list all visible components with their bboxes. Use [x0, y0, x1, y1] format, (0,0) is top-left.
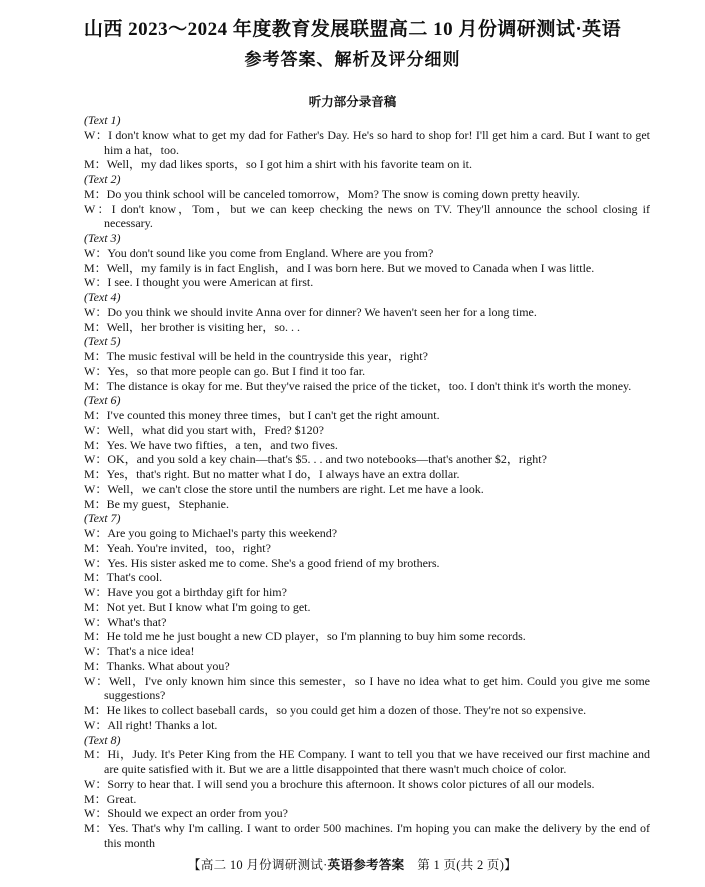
speaker-label: M：: [84, 570, 107, 585]
utterance-text: Yes，so that more people can go. But I find it too far.: [107, 363, 366, 378]
utterance-text: Should we expect an order from you?: [107, 806, 288, 821]
utterance-text: Well，we can't close the store until the numbers are right. Let me have a look.: [107, 481, 484, 496]
speaker-label: M：: [84, 791, 107, 806]
speaker-label: W：: [84, 806, 108, 821]
speaker-label: M：: [84, 747, 108, 762]
transcript-line: [84, 364, 650, 379]
transcript-line: [84, 674, 650, 704]
transcript-line: [84, 526, 650, 541]
transcript-line: [84, 718, 650, 733]
transcript-line: [84, 806, 650, 821]
utterance-text: I've counted this money three times，but I can't get the right amount.: [106, 408, 440, 422]
utterance-text: I see. I thought you were American at first.: [107, 275, 314, 290]
speaker-label: M：: [84, 703, 107, 717]
utterance-text: Not yet. But I know what I'm going to get.: [106, 599, 311, 614]
text-section-label: (Text 1): [84, 113, 121, 127]
transcript-line: [84, 157, 650, 172]
transcript-line: [84, 452, 650, 467]
transcript-line: [84, 659, 650, 674]
transcript-line: [84, 556, 650, 571]
speaker-label: W：: [84, 422, 108, 437]
text-section-label: (Text 4): [84, 290, 121, 304]
speaker-label: W：: [84, 481, 108, 496]
utterance-text: OK，and you sold a key chain—that's $5. . . and two notebooks—that's another $2，right?: [107, 452, 547, 467]
utterance-text: The music festival will be held in the countryside this year，right?: [106, 349, 428, 363]
text-section-label: (Text 6): [84, 393, 121, 408]
transcript-line: [84, 585, 650, 600]
utterance-text: Well，my family is in fact English，and I was born here. But we moved to Canada when I was little.: [106, 260, 595, 275]
transcript-line: [84, 792, 650, 807]
transcript-line: [84, 202, 650, 232]
transcript-line: [84, 600, 650, 615]
speaker-label: W：: [84, 304, 108, 319]
speaker-label: W：: [84, 644, 108, 658]
transcript-line: [84, 467, 650, 482]
transcript-line: [84, 821, 650, 851]
utterance-text: Yes. His sister asked me to come. She's a good friend of my brothers.: [107, 555, 440, 570]
transcript-line: [84, 703, 650, 718]
utterance-text: Well，I've only known him since this semester，so I have no idea what to get him. Could you give me some suggestions?: [104, 673, 650, 703]
utterance-text: Sorry to hear that. I will send you a brochure this afternoon. It shows color pictures of all our models.: [107, 776, 595, 791]
transcript-line: [84, 497, 650, 512]
speaker-label: M：: [84, 467, 107, 481]
transcript-line: [84, 747, 650, 777]
utterance-text: Great.: [106, 791, 137, 806]
speaker-label: M：: [84, 349, 107, 363]
speaker-label: W：: [84, 127, 109, 142]
page-subtitle: 参考答案、解析及评分细则: [244, 50, 461, 69]
text-section-label: (Text 2): [84, 172, 121, 186]
transcript-line: [84, 438, 650, 453]
utterance-text: Yes. We have two fifties，a ten，and two fives.: [106, 437, 338, 452]
transcript-line: [84, 777, 650, 792]
page-title: 山西 2023～2024 年度教育发展联盟高二 10 月份调研测试·英语: [83, 19, 622, 40]
utterance-text: All right! Thanks a lot.: [107, 717, 218, 732]
utterance-text: Do you think we should invite Anna over for dinner? We haven't seen her for a long time.: [107, 304, 537, 319]
transcript-line: [84, 482, 650, 497]
transcript-line: [84, 408, 650, 423]
utterance-text: Hi，Judy. It's Peter King from the HE Company. I want to tell you that we have received our first machine and are quite satisfied with it. But we are a little disappointed that there wasn't much choice of color.: [104, 747, 651, 776]
utterance-text: He likes to collect baseball cards，so you could get him a dozen of those. They're not so expensive.: [106, 703, 587, 717]
transcript-line: [84, 541, 650, 556]
speaker-label: W：: [84, 673, 109, 688]
text-section-label: (Text 8): [84, 732, 121, 747]
utterance-text: Yes. That's why I'm calling. I want to order 500 machines. I'm hoping you can make the delivery by the end of this month: [104, 821, 651, 850]
utterance-text: Well，what did you start with，Fred? $120?: [107, 422, 324, 437]
transcript-line: [84, 320, 650, 335]
speaker-label: M：: [84, 157, 107, 172]
utterance-text: Well，my dad likes sports，so I got him a shirt with his favorite team on it.: [106, 157, 472, 172]
transcript-line: [84, 423, 650, 438]
speaker-label: M：: [84, 260, 107, 275]
footer-text-post: 第 1 页(共 2 页)】: [404, 858, 517, 872]
utterance-text: Yes，that's right. But no matter what I do，I always have an extra dollar.: [106, 467, 460, 481]
speaker-label: M：: [84, 599, 107, 614]
speaker-label: W：: [84, 452, 108, 467]
transcript-line: [84, 629, 650, 644]
utterance-text: What's that?: [107, 614, 167, 629]
speaker-label: W：: [84, 245, 108, 260]
utterance-text: He told me he just bought a new CD player，so I'm planning to buy him some records.: [106, 629, 526, 644]
speaker-label: M：: [84, 378, 107, 393]
speaker-label: M：: [84, 496, 107, 511]
section-heading: 听力部分录音稿: [308, 95, 397, 109]
transcript-line: [84, 349, 650, 364]
text-section-label: (Text 3): [84, 231, 121, 245]
speaker-label: W：: [84, 614, 108, 629]
utterance-text: I don't know what to get my dad for Father's Day. He's so hard to shop for! I'll get him a card. But I want to get him a hat，too.: [104, 127, 650, 157]
speaker-label: W：: [84, 363, 108, 378]
transcript-line: [84, 246, 650, 261]
utterance-text: That's a nice idea!: [107, 644, 195, 658]
speaker-label: M：: [84, 186, 107, 201]
utterance-text: Well，her brother is visiting her，so. . .: [106, 319, 301, 334]
speaker-label: W：: [84, 585, 108, 599]
transcript-line: [84, 379, 650, 394]
utterance-text: You don't sound like you come from England. Where are you from?: [107, 245, 434, 260]
transcript-line: [84, 305, 650, 320]
speaker-label: M：: [84, 437, 107, 452]
speaker-label: W：: [84, 526, 108, 540]
footer-text-pre: 【高二 10 月份调研测试·: [188, 858, 328, 872]
listening-transcript: [84, 113, 650, 851]
utterance-text: Be my guest，Stephanie.: [106, 496, 229, 511]
text-section-label: (Text 7): [84, 511, 121, 526]
footer-text-bold: 英语参考答案: [327, 858, 405, 872]
utterance-text: That's cool.: [106, 570, 163, 585]
transcript-line: [84, 615, 650, 630]
transcript-line: [84, 275, 650, 290]
speaker-label: W：: [84, 555, 108, 570]
speaker-label: M：: [84, 319, 107, 334]
speaker-label: M：: [84, 629, 107, 644]
utterance-text: Have you got a birthday gift for him?: [107, 585, 287, 599]
transcript-line: [84, 644, 650, 659]
utterance-text: Yeah. You're invited，too，right?: [106, 540, 271, 555]
transcript-line: [84, 261, 650, 276]
transcript-line: [84, 570, 650, 585]
speaker-label: W：: [84, 717, 108, 732]
utterance-text: Thanks. What about you?: [106, 658, 230, 673]
text-section-label: (Text 5): [84, 334, 121, 349]
speaker-label: M：: [84, 821, 108, 835]
speaker-label: W：: [84, 275, 108, 290]
speaker-label: W：: [84, 201, 112, 216]
transcript-line: [84, 187, 650, 202]
utterance-text: Are you going to Michael's party this weekend?: [107, 526, 338, 540]
utterance-text: The distance is okay for me. But they've raised the price of the ticket，too. I don't think it's worth the money.: [106, 378, 632, 393]
speaker-label: M：: [84, 540, 107, 555]
utterance-text: I don't know，Tom，but we can keep checking the news on TV. They'll announce the school closing if necessary.: [104, 201, 651, 231]
speaker-label: M：: [84, 408, 107, 422]
utterance-text: Do you think school will be canceled tomorrow，Mom? The snow is coming down pretty heavily.: [106, 186, 580, 201]
speaker-label: M：: [84, 658, 107, 673]
transcript-line: [84, 128, 650, 158]
page-footer: [0, 855, 705, 873]
speaker-label: W：: [84, 776, 108, 791]
